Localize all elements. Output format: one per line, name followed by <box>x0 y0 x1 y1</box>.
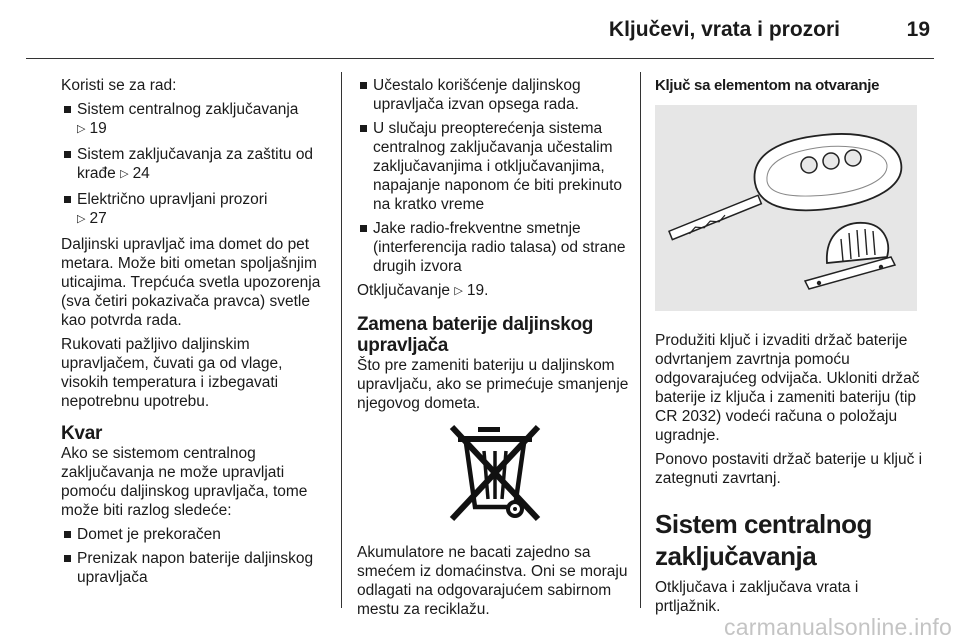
cross-ref-link[interactable] <box>454 282 488 299</box>
central-locking-heading: Sistem centralnog zaključavanja <box>655 509 872 571</box>
uses-intro: Koristi se za rad: <box>61 77 177 94</box>
column-divider-1 <box>341 72 342 608</box>
unlock-reference <box>357 281 633 302</box>
cause-item: U slučaju preopterećenja sistema centralnog zaključavanja učestalim zaključavanjima i otključavanjima, napajanje naponom će biti prekinuto na kratko vreme <box>357 119 633 214</box>
column-3 <box>655 76 923 621</box>
cause-item: Učestalo korišćenje daljinskog upravljača izvan opsega rada. <box>357 76 633 114</box>
battery-holder-icon <box>805 223 895 289</box>
central-locking-intro: Otključava i zaključava vrata i prtljažnik. <box>655 579 859 615</box>
column-1 <box>61 76 331 592</box>
battery-heading: Zamena baterije daljinskog upravljača <box>357 314 594 356</box>
page-header-title: Ključevi, vrata i prozori <box>608 18 840 41</box>
replace-paragraph: Produžiti ključ i izvaditi držač baterije odvrtanjem zavrtnja pomoću odgovarajućeg odvijača. Ukloniti držač baterije iz ključa i zameniti bateriju (tip CR 2032) vodeći računa o položaju ugradnje. <box>655 332 920 444</box>
fault-intro: Ako se sistemom centralnog zaključavanja ne može upravljati pomoću daljinskog upravljača, tome može biti razlog sledeće: <box>61 445 308 519</box>
use-item <box>61 100 331 140</box>
use-item-text: Sistem centralnog zaključavanja <box>77 101 299 118</box>
watermark: carmanualsonline.info <box>724 614 952 640</box>
cross-ref-number: 19. <box>466 282 489 299</box>
use-item-text: Sistem zaključavanja za zaštitu od krađe <box>77 146 314 182</box>
key-heading: Ključ sa elementom na otvaranje <box>655 77 880 94</box>
use-item-text: Električno upravljani prozori <box>77 191 268 208</box>
cross-ref-link[interactable] <box>77 120 107 137</box>
key-figure <box>655 105 917 311</box>
fault-heading: Kvar <box>61 423 103 444</box>
column-divider-2 <box>640 72 641 608</box>
column-2 <box>357 76 633 624</box>
cause-item: Jake radio-frekventne smetnje (interferencija radio talasa) od strane drugih izvora <box>357 219 633 276</box>
use-item <box>61 190 331 230</box>
key-battery-illustration <box>655 105 917 311</box>
cross-ref-link[interactable] <box>77 210 107 227</box>
cross-ref-number: 24 <box>132 165 150 182</box>
cross-ref-number: 19 <box>89 120 107 137</box>
cause-item: Prenizak napon baterije daljinskog upravljača <box>61 549 331 587</box>
recycle-figure <box>357 419 633 529</box>
unlock-text: Otključavanje <box>357 282 451 299</box>
header-rule <box>26 58 934 59</box>
use-item <box>61 145 331 185</box>
crossed-bin-icon <box>440 419 550 529</box>
refit-paragraph: Ponovo postaviti držač baterije u ključ i zategnuti zavrtanj. <box>655 451 923 487</box>
care-paragraph: Rukovati pažljivo daljinskim upravljačem, čuvati ga od vlage, visokih temperatura i izbegavati nepotrebnu upotrebu. <box>61 336 283 410</box>
cross-ref-link[interactable] <box>120 165 150 182</box>
cause-item: Domet je prekoračen <box>61 525 331 544</box>
disposal-paragraph: Akumulatore ne bacati zajedno sa smećem iz domaćinstva. Oni se moraju odlagati na odgovarajućem sabirnom mestu za reciklažu. <box>357 544 628 618</box>
cross-ref-number: 27 <box>89 210 107 227</box>
range-paragraph: Daljinski upravljač ima domet do pet metara. Može biti ometan spoljašnjim uticajima. Trepćuća svetla upozorenja (sva četiri pokazivača pravca) svetle kao potvrda rada. <box>61 236 321 329</box>
battery-intro: Što pre zameniti bateriju u daljinskom upravljaču, ako se primećuje smanjenje njegovog dometa. <box>357 357 629 412</box>
page-number: 19 <box>906 18 930 41</box>
